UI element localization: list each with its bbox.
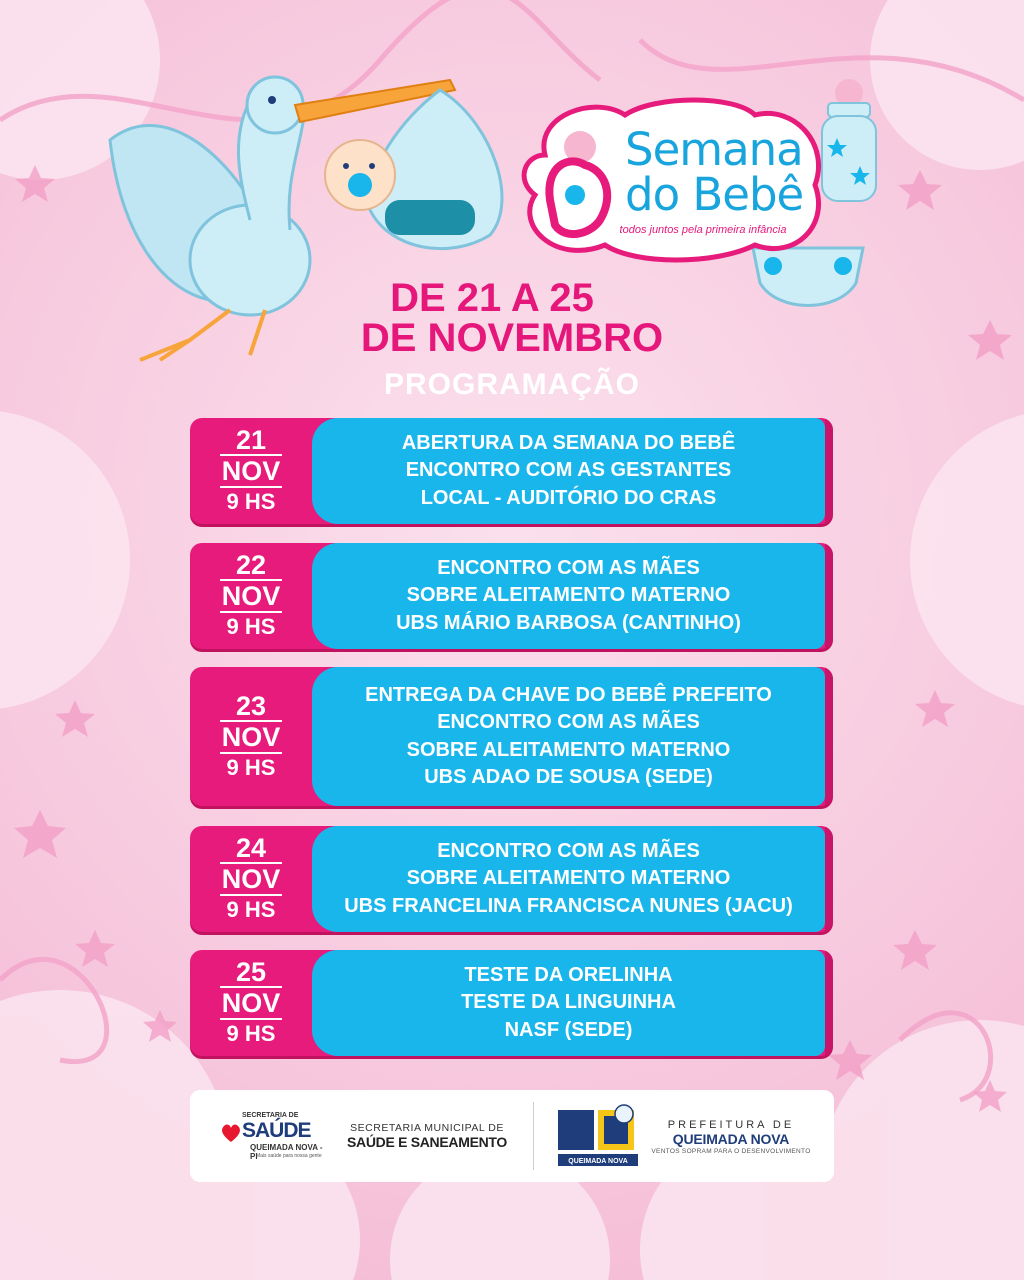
date-range-line2: DE NOVEMBRO [360, 316, 664, 360]
schedule-month: NOV [221, 988, 281, 1018]
logo-title-line2: do Bebê [625, 168, 804, 221]
saude-logo-sub: QUEIMADA NOVA - PI [250, 1143, 323, 1161]
saude-logo-top: SECRETARIA DE [242, 1112, 299, 1119]
schedule-month: NOV [221, 721, 281, 752]
schedule-line: UBS ADAO DE SOUSA (SEDE) [424, 766, 713, 788]
schedule-description [312, 543, 825, 649]
saude-logo-tiny: Mais saúde para nossa gente [256, 1153, 322, 1159]
schedule-card-5 [190, 950, 833, 1056]
logo-title-line1: Semana [625, 123, 803, 176]
schedule-line: ENCONTRO COM AS MÃES [437, 556, 700, 579]
schedule-date [190, 826, 312, 932]
schedule-line: ABERTURA DA SEMANA DO BEBÊ [401, 431, 736, 454]
programacao-heading: PROGRAMAÇÃO [384, 368, 640, 401]
schedule-line: ENTREGA DA CHAVE DO BEBÊ PREFEITO [365, 683, 772, 706]
secretaria-line1: SECRETARIA MUNICIPAL DE [350, 1122, 504, 1134]
schedule-day: 25 [235, 957, 267, 987]
schedule-month: NOV [221, 864, 281, 894]
schedule-line: SOBRE ALEITAMENTO MATERNO [406, 867, 731, 890]
schedule-day: 23 [235, 690, 267, 721]
prefeitura-line1: PREFEITURA DE [667, 1119, 795, 1131]
schedule-card-1 [190, 418, 833, 524]
crest-label: QUEIMADA NOVA [568, 1158, 628, 1165]
logo-tagline: todos juntos pela primeira infância [619, 224, 787, 236]
schedule-time: 9 HS [226, 897, 276, 922]
saude-heart-icon [220, 1122, 242, 1144]
schedule-description [312, 667, 825, 806]
schedule-date [190, 950, 312, 1056]
schedule-description [312, 826, 825, 932]
schedule-date [190, 667, 312, 806]
schedule-card-2 [190, 543, 833, 649]
schedule-line: SOBRE ALEITAMENTO MATERNO [406, 584, 731, 607]
schedule-time: 9 HS [226, 614, 276, 639]
schedule-line: LOCAL - AUDITÓRIO DO CRAS [420, 486, 717, 509]
schedule-line: TESTE DA ORELINHA [464, 963, 673, 986]
schedule-line: UBS MÁRIO BARBOSA (CANTINHO) [396, 611, 741, 634]
schedule-line: NASF (SEDE) [504, 1018, 633, 1041]
schedule-day: 21 [235, 425, 267, 455]
date-range-line1: DE 21 A 25 [390, 276, 594, 320]
schedule-line: ENCONTRO COM AS MÃES [437, 839, 700, 862]
schedule-description [312, 950, 825, 1056]
schedule-day: 24 [235, 833, 267, 863]
schedule-month: NOV [221, 456, 281, 486]
schedule-date [190, 418, 312, 524]
footer-divider [533, 1102, 534, 1170]
schedule-time: 9 HS [226, 1021, 276, 1046]
schedule-date [190, 543, 312, 649]
schedule-line: ENCONTRO COM AS GESTANTES [405, 459, 732, 482]
schedule-description [312, 418, 825, 524]
prefeitura-line2: QUEIMADA NOVA [672, 1131, 790, 1147]
prefeitura-slogan: VENTOS SOPRAM PARA O DESENVOLVIMENTO [651, 1148, 811, 1155]
schedule-line: UBS FRANCELINA FRANCISCA NUNES (JACU) [344, 894, 793, 917]
schedule-month: NOV [221, 581, 281, 611]
schedule-line: SOBRE ALEITAMENTO MATERNO [406, 738, 731, 761]
schedule-time: 9 HS [226, 489, 276, 514]
sponsor-footer [190, 1090, 834, 1182]
schedule-line: TESTE DA LINGUINHA [461, 991, 676, 1014]
schedule-card-4 [190, 826, 833, 932]
queimada-nova-crest-icon [558, 1102, 638, 1170]
schedule-day: 22 [235, 550, 267, 580]
saude-logo [220, 1112, 330, 1162]
saude-logo-main: SAÚDE [242, 1119, 311, 1142]
schedule-card-3 [190, 667, 833, 806]
secretaria-line2: SAÚDE E SANEAMENTO [346, 1134, 508, 1150]
schedule-line: ENCONTRO COM AS MÃES [437, 711, 700, 733]
schedule-time: 9 HS [226, 754, 276, 780]
